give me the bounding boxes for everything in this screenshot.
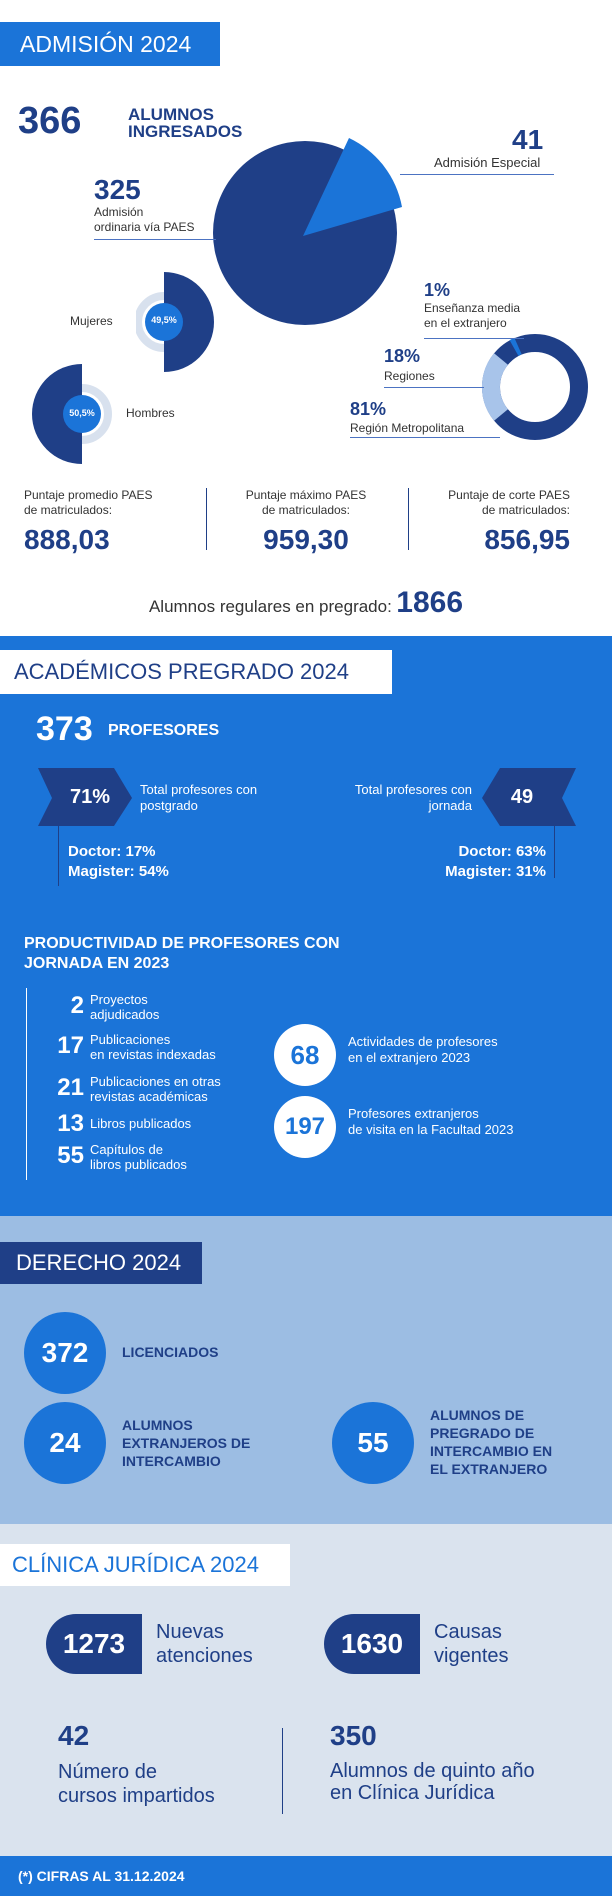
- actividades-value: 68: [274, 1024, 336, 1086]
- prod-item-label-2: en revistas indexadas: [90, 1047, 216, 1062]
- total-label-1: ALUMNOS: [128, 105, 214, 124]
- rm-label: Región Metropolitana: [350, 421, 465, 435]
- prod-item-label: [90, 1074, 250, 1104]
- causas-value: 1630: [324, 1614, 420, 1674]
- jornada-value: 49: [510, 786, 534, 808]
- hombres-label: Hombres: [126, 406, 175, 420]
- cursos-value: 42: [58, 1720, 90, 1751]
- regiones-label: Regiones: [384, 369, 435, 383]
- donut-extranjero: [514, 346, 518, 348]
- profesores-value: 373: [36, 710, 93, 748]
- regiones-rule: [384, 387, 484, 388]
- quinto-label-2: en Clínica Jurídica: [330, 1782, 495, 1804]
- intercambio-label-2: PREGRADO DE: [430, 1425, 535, 1441]
- prod-item-value: 13: [57, 1110, 84, 1137]
- stat2-label-2: de matriculados:: [261, 503, 351, 517]
- footer-note: (*) CIFRAS AL 31.12.2024: [0, 1856, 612, 1896]
- especial-rule: [400, 174, 554, 175]
- admision-pie-chart: [210, 138, 410, 338]
- prod-item-label: [90, 1116, 250, 1131]
- prod-item-value: 17: [57, 1032, 84, 1059]
- total-label-2: INGRESADOS: [128, 122, 243, 141]
- stat1-value: 888,03: [24, 524, 110, 555]
- clinica-divider: [282, 1728, 283, 1814]
- actividades-label-1: Actividades de profesores: [348, 1034, 498, 1049]
- left-degrees: [68, 842, 169, 882]
- quinto-value: 350: [330, 1720, 377, 1751]
- visita-value: 197: [274, 1096, 336, 1158]
- prod-item-label-1: Publicaciones en otras: [90, 1074, 221, 1089]
- rm-rule: [350, 437, 500, 438]
- jornada-label-2: jornada: [428, 798, 472, 813]
- left-doctor: Doctor: 17%: [68, 843, 156, 860]
- quinto-label: [330, 1760, 535, 1804]
- prod-item-value: 21: [57, 1074, 84, 1101]
- prod-item-label-1: Proyectos: [90, 992, 148, 1007]
- especial-value: 41: [512, 124, 544, 155]
- ordinaria-rule: [94, 239, 216, 240]
- causas-label: [434, 1620, 509, 1668]
- visita-label-2: de visita en la Facultad 2023: [348, 1122, 514, 1137]
- extranjero-pct: 1%: [424, 280, 451, 300]
- prod-vline: [26, 988, 27, 1180]
- academicos-title: ACADÉMICOS PREGRADO 2024: [0, 650, 392, 694]
- postgrado-label-2: postgrado: [140, 798, 198, 813]
- extranjeros-value: 24: [24, 1402, 106, 1484]
- right-vline: [554, 826, 555, 878]
- visita-label-1: Profesores extranjeros: [348, 1106, 479, 1121]
- prod-item-label-2: libros publicados: [90, 1157, 187, 1172]
- causas-label-2: vigentes: [434, 1645, 509, 1667]
- cursos-label-2: cursos impartidos: [58, 1785, 215, 1807]
- clinica-section: [0, 1524, 612, 1888]
- ordinaria-value: 325: [94, 174, 141, 205]
- stat-promedio: [24, 488, 184, 556]
- extranjeros-label-1: ALUMNOS: [122, 1417, 193, 1433]
- prod-item-label: [90, 1032, 250, 1062]
- prod-item-label: [90, 992, 250, 1022]
- especial-label: Admisión Especial: [434, 155, 541, 170]
- cursos-label-1: Número de: [58, 1761, 157, 1783]
- extranjero-label-1: Enseñanza media: [424, 301, 521, 315]
- prod-title: [24, 934, 340, 974]
- intercambio-label-1: ALUMNOS DE: [430, 1407, 525, 1423]
- academicos-section: [0, 636, 612, 1216]
- extranjero-label-2: en el extranjero: [424, 316, 507, 330]
- intercambio-label-4: EL EXTRANJERO: [430, 1461, 548, 1477]
- right-degrees: [410, 842, 546, 882]
- actividades-label-2: en el extranjero 2023: [348, 1050, 471, 1065]
- donut-regiones: [491, 359, 501, 415]
- origen-donut: [480, 334, 590, 444]
- intercambio-label-3: INTERCAMBIO EN: [430, 1443, 553, 1459]
- atenciones-label-2: atenciones: [156, 1645, 253, 1667]
- ordinaria-label-1: Admisión: [94, 205, 144, 219]
- postgrado-label-1: Total profesores con: [140, 782, 258, 797]
- stat1-label-2: de matriculados:: [24, 503, 113, 517]
- jornada-label: [320, 782, 472, 814]
- total-label: [128, 106, 242, 140]
- visita-label: [348, 1106, 514, 1138]
- regiones-pct: 18%: [384, 346, 421, 366]
- stat2-value: 959,30: [263, 524, 349, 555]
- extranjeros-label: [122, 1416, 250, 1470]
- ordinaria-label: [94, 205, 195, 235]
- prod-item-value: 2: [70, 992, 84, 1019]
- prod-item-value: 55: [57, 1142, 84, 1169]
- admision-section: [0, 0, 612, 636]
- donut-rm: [491, 343, 579, 431]
- prod-item-label: [90, 1142, 250, 1172]
- stat2-label-1: Puntaje máximo PAES: [245, 488, 367, 502]
- total-value: 366: [18, 100, 82, 142]
- prod-item-label-2: revistas académicas: [90, 1089, 208, 1104]
- prod-title-1: PRODUCTIVIDAD DE PROFESORES CON: [24, 935, 340, 952]
- stat3-label-1: Puntaje de corte PAES: [448, 488, 570, 502]
- extranjeros-label-2: EXTRANJEROS DE: [122, 1435, 251, 1451]
- left-vline: [58, 826, 59, 886]
- derecho-title: DERECHO 2024: [0, 1242, 202, 1284]
- left-magister: Magister: 54%: [68, 863, 169, 880]
- prod-item-label-1: Capítulos de: [90, 1142, 163, 1157]
- regulares-value: 1866: [396, 586, 464, 619]
- stat-divider-1: [206, 488, 207, 550]
- stat3-label-2: de matriculados:: [481, 503, 570, 517]
- prod-item-label-2: adjudicados: [90, 1007, 160, 1022]
- cursos-label: [58, 1760, 215, 1808]
- mujeres-pct: 49,5%: [151, 315, 177, 325]
- rm-pct: 81%: [350, 399, 387, 419]
- stat1-label-1: Puntaje promedio PAES: [24, 488, 153, 502]
- admision-title: ADMISIÓN 2024: [0, 22, 220, 66]
- clinica-title: CLÍNICA JURÍDICA 2024: [0, 1544, 290, 1586]
- postgrado-pct: 71%: [69, 786, 111, 808]
- right-doctor: Doctor: 63%: [458, 843, 546, 860]
- stat3-value: 856,95: [484, 524, 570, 555]
- right-magister: Magister: 31%: [445, 863, 546, 880]
- atenciones-value: 1273: [46, 1614, 142, 1674]
- stat-corte: [418, 488, 570, 556]
- stat-divider-2: [408, 488, 409, 550]
- postgrado-label: [140, 782, 257, 814]
- licenciados-value: 372: [24, 1312, 106, 1394]
- extranjero-label: [424, 301, 520, 331]
- regulares-label: Alumnos regulares en pregrado:: [148, 597, 392, 616]
- prod-item-label-1: Publicaciones: [90, 1032, 171, 1047]
- profesores-label: PROFESORES: [108, 722, 220, 739]
- causas-label-1: Causas: [434, 1621, 502, 1643]
- jornada-label-1: Total profesores con: [354, 782, 472, 797]
- prod-item-label-1: Libros publicados: [90, 1116, 192, 1131]
- extranjero-rule: [424, 338, 524, 339]
- regulares-row: [0, 586, 612, 620]
- intercambio-value: 55: [332, 1402, 414, 1484]
- actividades-label: [348, 1034, 498, 1066]
- atenciones-label: [156, 1620, 253, 1668]
- atenciones-label-1: Nuevas: [156, 1621, 224, 1643]
- mujeres-label: Mujeres: [70, 314, 113, 328]
- ordinaria-label-2: ordinaria vía PAES: [94, 220, 195, 234]
- stat-maximo: [226, 488, 386, 556]
- intercambio-label: [430, 1406, 552, 1478]
- derecho-section: [0, 1216, 612, 1524]
- extranjeros-label-3: INTERCAMBIO: [122, 1453, 221, 1469]
- licenciados-label: LICENCIADOS: [122, 1344, 219, 1360]
- prod-title-2: JORNADA EN 2023: [24, 955, 170, 972]
- quinto-label-1: Alumnos de quinto año: [330, 1760, 535, 1782]
- hombres-pct: 50,5%: [69, 408, 95, 418]
